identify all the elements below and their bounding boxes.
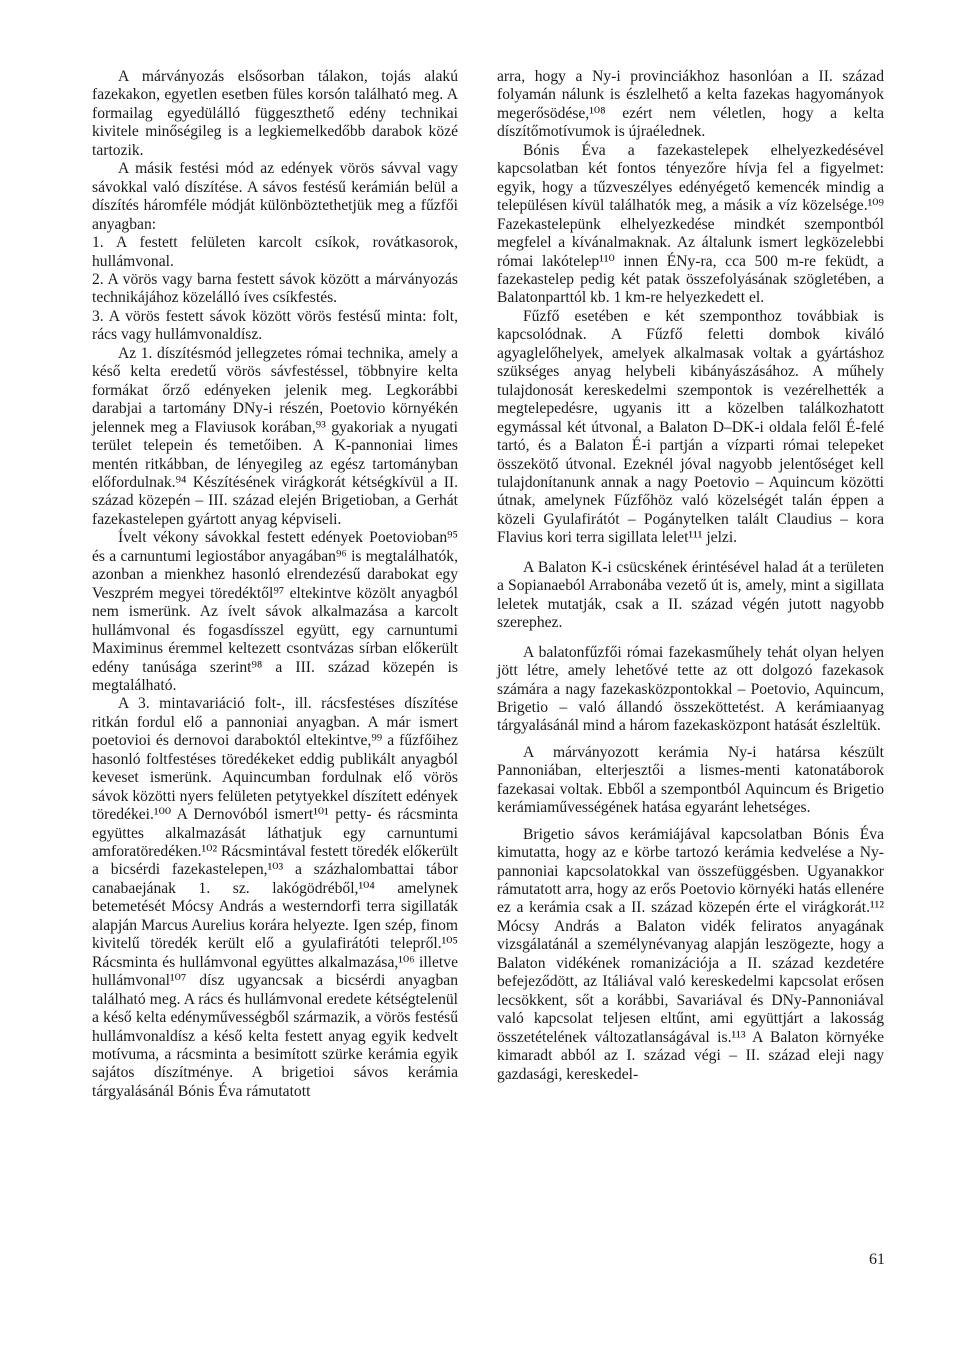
paragraph: A másik festési mód az edények vörös sávval vagy sávokkal való díszítése. A sávos festésű kerámián belül a díszítés háromféle módját különböztethetjük meg a fűzfői anyagban: xyxy=(92,160,458,233)
paragraph: A márványozott kerámia Ny-i határsa készült Pannoniában, elterjesztői a lismes-menti katonatáborok fazekasai voltak. Ebből a szempontból Aquincum és Brigetio kerámiaművességének hatása egyaránt lehetséges. xyxy=(497,743,884,817)
paragraph: arra, hogy a Ny-i provinciákhoz hasonlóan a II. század folyamán nálunk is észlelhető a kelta fazekas hagyományok megerősödése,¹⁰⁸ ezért nem véletlen, hogy a kelta díszítőmotívumok is újraélednek. xyxy=(497,68,884,141)
list-item: 3. A vörös festett sávok között vörös festésű minta: folt, rács vagy hullámvonaldísz. xyxy=(92,307,458,344)
list-item: 2. A vörös vagy barna festett sávok között a márványozás technikájához közelálló íves csíkfestés. xyxy=(92,270,458,307)
paragraph: A 3. mintavariáció folt-, ill. rácsfestéses díszítése ritkán fordul elő a pannoniai anyagban. A már ismert poetovioi és dernovoi daraboktól eltekintve,⁹⁹ a fűzfőihez hasonló foltfestéses töredékeket eddig publikált anyagból keveset ismerünk. Aquincumban fordulnak elő vörös sávok közötti nyers felületen petytyekkel díszített edények töredékei.¹⁰⁰ A Dernovóból ismert¹⁰¹ petty- és rácsminta együttes alkalmazását láthatjuk egy carnuntumi amforatöredéken.¹⁰² Rácsmintával festett töredék előkerült a bicsérdi fazekastelepen,¹⁰³ a százhalombattai tábor canabaejának 1. sz. lakógödréből,¹⁰⁴ amelynek betemetését Mócsy András a westerndorfi terra sigillaták alapján Marcus Aurelius korára helyezte. Igen szép, finom kivitelű töredék került elő a gyulafirátóti telepről.¹⁰⁵ Rácsminta és hullámvonal együttes alkalmazása,¹⁰⁶ illetve hullámvonal¹⁰⁷ dísz ugyancsak a bicsérdi anyagban található meg. A rács és hullámvonal eredete kétségtelenül a késő kelta edényművességből származik, a vörös festésű hullámvonaldísz a késő kelta festett anyag egyik kedvelt motívuma, a rácsminta a besimított szürke kerámia egyik sajátos díszítménye. A brigetioi sávos kerámia tárgyalásánál Bónis Éva rámutatott xyxy=(92,695,458,1100)
paragraph: A balatonfűzfői római fazekasműhely tehát olyan helyen jött létre, amely lehetővé tette az ott dolgozó fazekasok számára a nagy fazekasközpontokkal – Poetovio, Aquincum, Brigetio – való állandó összeköttetést. A kerámiaanyag tárgyalásánál mind a három fazekasközpont hatását észleltük. xyxy=(497,643,884,735)
list-item: 1. A festett felületen karcolt csíkok, rovátkasorok, hullámvonal. xyxy=(92,234,458,270)
paragraph: A márványozás elsősorban tálakon, tojás alakú fazekakon, egyetlen esetben füles korsón található meg. A formailag egyedülálló függeszthető edény technikai kivitele minőségileg is a legkiemelkedőbb darabok közé tartozik. xyxy=(92,68,458,159)
paragraph: Brigetio sávos kerámiájával kapcsolatban Bónis Éva kimutatta, hogy az e körbe tartozó kerámia kedvelése a Ny-pannoniai kapcsolatokkal van összefüggésben. Ugyanakkor rámutatott arra, hogy az erős Poetovio környéki hatás ellenére ez a kerámia csak a II. század közepén érte el virágkorát.¹¹² Mócsy András a Balaton vidék feliratos anyagának vizsgálatánál a személynévanyag alapján leszögezte, hogy a Balaton vidékének romanizációja a II. század kezdetére befejeződött, az Itáliával való kereskedelmi kapcsolat erősen lecsökkent, sőt a korábbi, Savariával és DNy-Pannoniával való kapcsolat teljesen eltűnt, ami együttjárt a lakosság összetételének változatlanságával is.¹¹³ A Balaton környéke kimaradt abból az I. század végi – II. század eleji nagy gazdasági, kereskedel- xyxy=(497,825,884,1083)
right-text-column xyxy=(497,68,884,1084)
paragraph: Fűzfő esetében e két szemponthoz továbbiak is kapcsolódnak. A Fűzfő feletti dombok kiváló agyaglelőhelyek, amelyek alkalmasak voltak a gyártáshoz szükséges anyag helybeli kibányászásához. A műhely tulajdonosát kereskedelmi szempontok is vezérelhették a megtelepedésre, ugyanis itt a közelben találkozhatott egymással két útvonal, a Balaton D–DK-i oldala felől É-felé tartó, és a Balaton É-i partján a vízparti római telepeket összekötő útvonal. Ezeknél jóval nagyobb jelentőséget kell tulajdonítanunk annak a nagy Poetovio – Aquincum közötti útnak, amelynek Fűzfőhöz való közelségét talán éppen a közeli Gyulafirátót – Pogánytelken talált Claudius – kora Flavius kori terra sigillata lelet¹¹¹ jelzi. xyxy=(497,307,884,547)
paragraph: Az 1. díszítésmód jellegzetes római technika, amely a késő kelta eredetű vörös sávfestéssel, többnyire kelta formákat őrző edényeken jelenik meg. Legkorábbi darabjai a tartomány DNy-i részén, Poetovio környékén jelennek meg a Flaviusok korában,⁹³ gyakoriak a nyugati terület telepein és temetőiben. A K-pannoniai limes mentén ritkábban, de lényegileg az egész tartományban előfordulnak.⁹⁴ Készítésének virágkorát kétségkívül a II. század közepén – III. század elején Brigetioban, a Gerhát fazekastelepen gyártott anyag képviseli. xyxy=(92,344,458,528)
paragraph: Ívelt vékony sávokkal festett edények Poetovioban⁹⁵ és a carnuntumi legiostábor anyagában⁹⁶ is megtalálhatók, azonban a mienkhez hasonló elrendezésű darabokat egy Veszprém megyei töredéktől⁹⁷ eltekintve közölt anyagból nem ismerünk. Az ívelt sávok alkalmazása a karcolt hullámvonal és fogasdísszel együtt, egy carnuntumi Maximinus éremmel keltezett csontvázas sírban előkerült edény tanúsága szerint⁹⁸ a III. század közepén is megtalálható. xyxy=(92,529,458,694)
paragraph: Bónis Éva a fazekastelepek elhelyezkedésével kapcsolatban két fontos tényezőre hívja fel a figyelmet: egyik, hogy a tűzveszélyes edényégető kemencék mindig a településen kívül találhatók meg, a másik a víz közelsége.¹⁰⁹ Fazekastelepünk elhelyezkedése mindkét szempontból megfelel a kívánalmaknak. Az általunk ismert legközelebbi római lakótelep¹¹⁰ innen ÉNy-ra, cca 500 m-re feküdt, a fazekastelep pedig két patak összefolyásának szögletében, a Balatonparttól kb. 1 km-re helyezkedett el. xyxy=(497,141,884,307)
left-text-column xyxy=(92,68,458,1101)
paragraph: A Balaton K-i csücskének érintésével halad át a területen a Sopianaeból Arrabonába vezető út is, amely, mint a sigillata leletek mutatják, csak a II. század végén jutott nagyobb szerephez. xyxy=(497,558,884,632)
page-number: 61 xyxy=(869,1251,885,1268)
